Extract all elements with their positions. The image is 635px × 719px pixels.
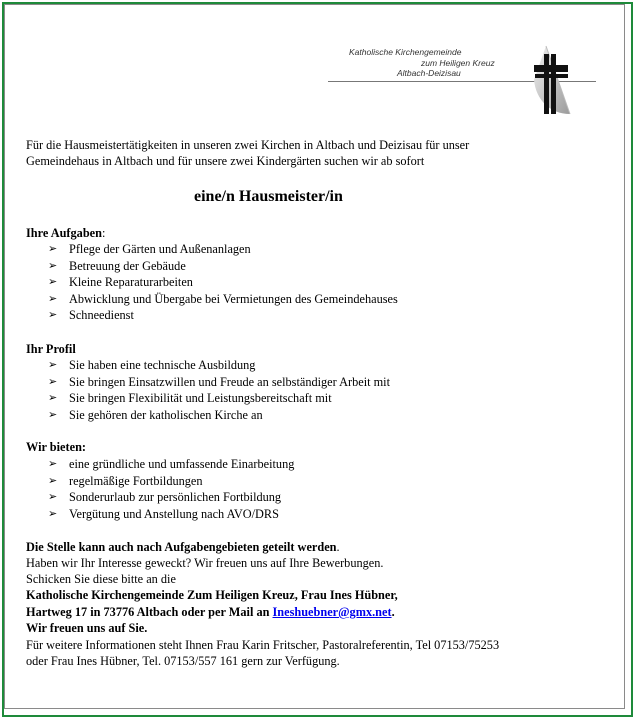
parish-logo [328, 44, 598, 116]
contact-mail-end: . [391, 605, 395, 619]
list-item: ➢ Sie haben eine technische Ausbildung [48, 357, 390, 374]
list-item: ➢ Pflege der Gärten und Außenanlagen [48, 241, 398, 258]
list-item: ➢ Vergütung und Anstellung nach AVO/DRS [48, 506, 294, 523]
contact-mail-line [26, 604, 395, 620]
list-item: ➢ Sonderurlaub zur persönlichen Fortbildung [48, 489, 294, 506]
tasks-list [48, 241, 398, 324]
list-item: ➢ Sie bringen Flexibilität und Leistungsbereitschaft mit [48, 390, 390, 407]
list-item: ➢ eine gründliche und umfassende Einarbeitung [48, 456, 294, 473]
intro-line-2: Gemeindehaus in Altbach und für unsere zwei Kindergärten suchen wir ab sofort [26, 154, 425, 168]
email-link[interactable]: Ineshuebner@gmx.net [272, 605, 392, 619]
tasks-heading-colon: : [101, 226, 106, 240]
closing-line-2: Haben wir Ihr Interesse geweckt? Wir freuen uns auf Ihre Bewerbungen. [26, 556, 384, 570]
list-item: ➢ regelmäßige Fortbildungen [48, 473, 294, 490]
info-line-2: oder Frau Ines Hübner, Tel. 07153/557 161 gern zur Verfügung. [26, 654, 340, 668]
tasks-heading [26, 225, 105, 241]
closing-greeting: Wir freuen uns auf Sie. [26, 621, 148, 635]
profile-list [48, 357, 390, 423]
list-item: ➢ Kleine Reparaturarbeiten [48, 274, 398, 291]
tasks-heading-label: Ihre Aufgaben [26, 226, 102, 240]
intro-line-1: Für die Hausmeistertätigkeiten in unseren zwei Kirchen in Altbach und Deizisau für unser [26, 138, 470, 152]
offer-heading: Wir bieten: [26, 440, 87, 454]
list-item: ➢ Abwicklung und Übergabe bei Vermietungen des Gemeindehauses [48, 291, 398, 308]
list-item: ➢ Schneedienst [48, 307, 398, 324]
list-item: ➢ Sie bringen Einsatzwillen und Freude an selbständiger Arbeit mit [48, 374, 390, 391]
offer-list [48, 456, 294, 522]
list-item: ➢ Sie gehören der katholischen Kirche an [48, 407, 390, 424]
logo-line-1: Katholische Kirchengemeinde [349, 47, 462, 57]
list-item: ➢ Betreuung der Gebäude [48, 258, 398, 275]
profile-heading: Ihr Profil [26, 342, 76, 356]
cross-icon [516, 44, 596, 116]
closing-line-1-bold: Die Stelle kann auch nach Aufgabengebieten geteilt werden [26, 540, 337, 554]
logo-line-3: Altbach-Deizisau [397, 68, 461, 78]
contact-address-line: Katholische Kirchengemeinde Zum Heiligen Kreuz, Frau Ines Hübner, [26, 588, 398, 602]
info-line-1: Für weitere Informationen steht Ihnen Frau Karin Fritscher, Pastoralreferentin, Tel 07153/75253 [26, 638, 500, 652]
closing-line-1 [26, 539, 340, 555]
job-title: eine/n Hausmeister/in [194, 188, 343, 205]
contact-street: Hartweg 17 in 73776 Altbach oder per Mail an [26, 605, 273, 619]
closing-line-3: Schicken Sie diese bitte an die [26, 572, 176, 586]
closing-line-1-end: . [336, 540, 340, 554]
logo-line-2: zum Heiligen Kreuz [421, 58, 495, 68]
